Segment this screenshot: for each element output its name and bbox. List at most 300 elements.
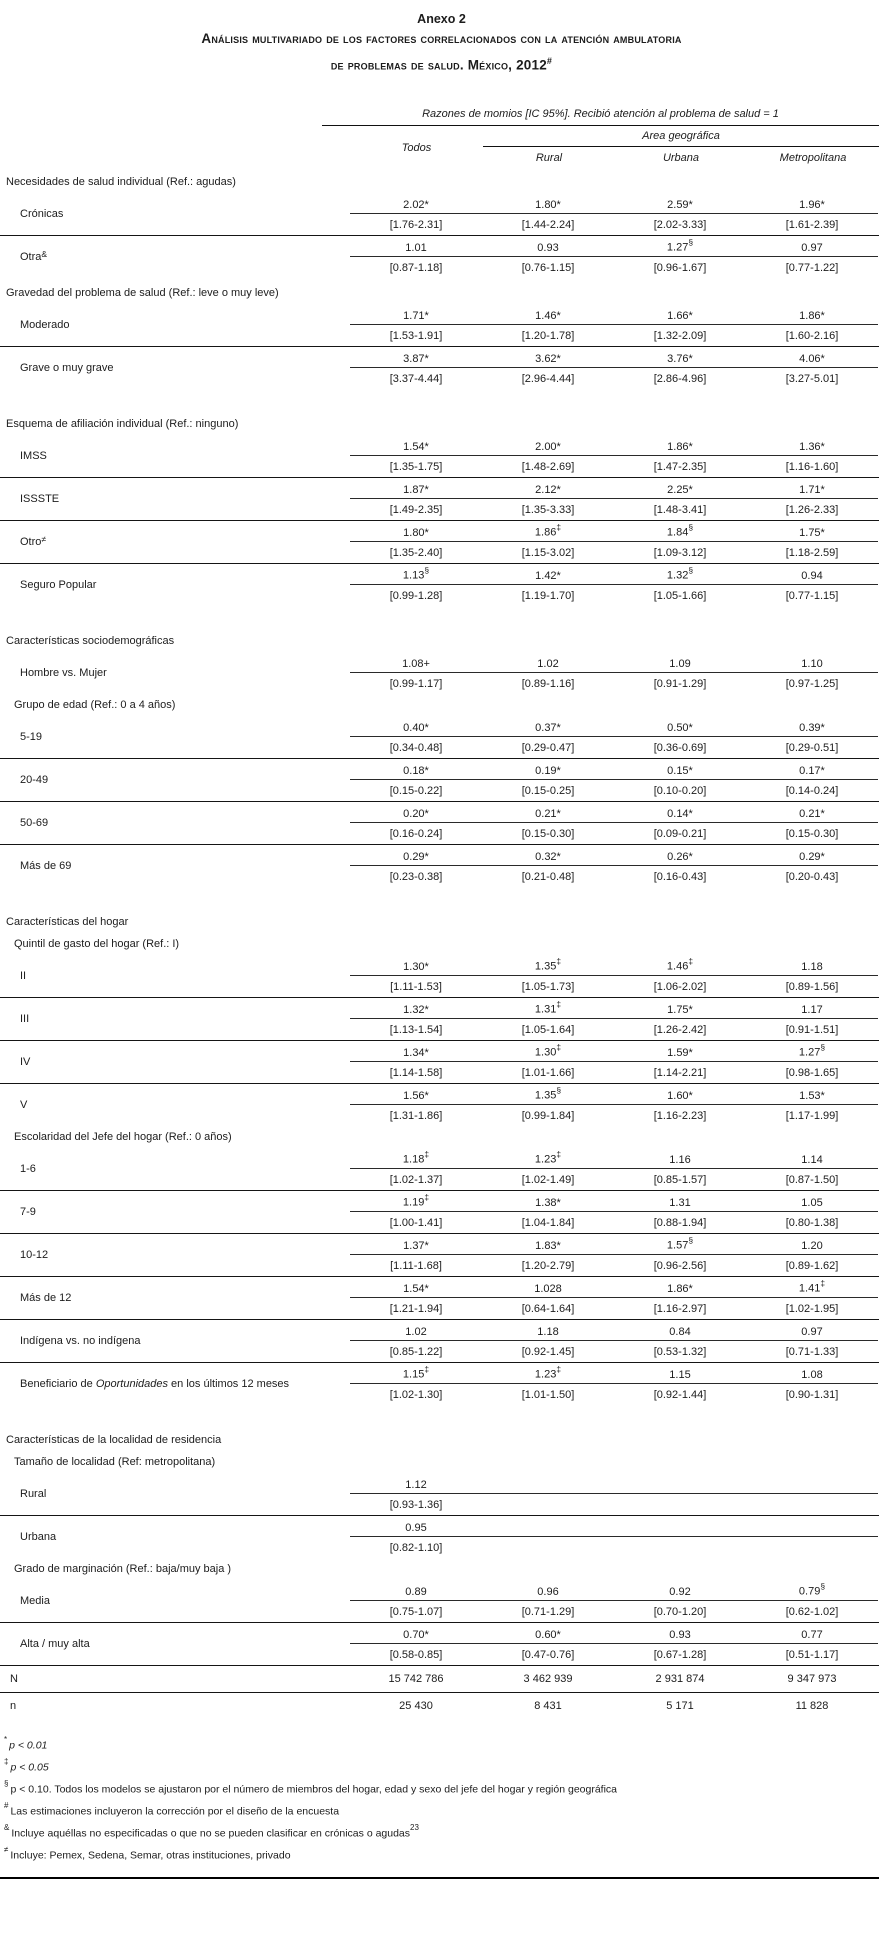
odds-ratio-line xyxy=(350,1623,878,1644)
ci-line xyxy=(350,456,878,477)
footnote xyxy=(4,1843,883,1865)
ci-cell: [1.02-1.30] xyxy=(389,1388,443,1401)
ci-line xyxy=(350,1019,878,1040)
variable-label-text: III xyxy=(20,1012,30,1025)
odds-ratio-cell: 1.59* xyxy=(667,1046,693,1059)
variable-label xyxy=(0,652,350,694)
odds-ratio-cell: 1.16 xyxy=(669,1153,691,1166)
odds-ratio-cell: 1.13§ xyxy=(402,564,430,582)
odds-ratio-cell: 1.46* xyxy=(535,309,561,322)
ci-cell: [1.14-1.58] xyxy=(389,1066,443,1079)
variable-label-text: V xyxy=(20,1098,28,1111)
ci-cell: [2.86-4.96] xyxy=(653,372,707,385)
odds-ratio-line xyxy=(350,1234,878,1255)
odds-ratio-cell: 1.87* xyxy=(403,483,429,496)
variable-label-text: Más de 12 xyxy=(20,1291,72,1304)
ci-cell: [1.48-2.69] xyxy=(521,460,575,473)
title-block xyxy=(0,10,883,77)
ci-cell: [0.67-1.28] xyxy=(653,1648,707,1661)
section-header xyxy=(0,1452,883,1473)
ci-cell: [0.15-0.22] xyxy=(389,784,443,797)
odds-ratio-cell: 1.18 xyxy=(801,960,823,973)
column-header-todos: Todos xyxy=(401,141,432,154)
ci-cell: [1.76-2.31] xyxy=(389,218,443,231)
odds-ratio-cell: 0.89 xyxy=(405,1585,427,1598)
ci-line xyxy=(350,823,878,844)
odds-ratio-cell: 1.27§ xyxy=(798,1041,826,1059)
odds-ratio-line xyxy=(350,347,878,368)
variable-row xyxy=(0,1234,879,1277)
variable-label-text: Beneficiario de Oportunidades en los últimos 12 meses xyxy=(20,1377,290,1390)
odds-ratio-cell: 1.86‡ xyxy=(534,521,562,539)
variable-row xyxy=(0,236,879,278)
ci-cell: [0.91-1.29] xyxy=(653,677,707,690)
ci-cell: [1.26-2.33] xyxy=(785,503,839,516)
odds-ratio-cell: 0.92 xyxy=(669,1585,691,1598)
variable-row xyxy=(0,1363,879,1405)
odds-ratio-cell: 1.66* xyxy=(667,309,693,322)
ci-cell: [0.88-1.94] xyxy=(653,1216,707,1229)
section-label: Tamaño de localidad (Ref: metropolitana) xyxy=(14,1455,216,1468)
odds-ratio-cell: 1.54* xyxy=(403,1282,429,1295)
odds-ratio-cell: 1.35§ xyxy=(534,1084,562,1102)
variable-row xyxy=(0,564,879,606)
odds-ratio-cell: 1.20 xyxy=(801,1239,823,1252)
ci-cell: [0.87-1.18] xyxy=(389,261,443,274)
totals-cell: 2 931 874 xyxy=(655,1672,705,1685)
odds-ratio-cell: 3.62* xyxy=(535,352,561,365)
odds-ratio-line xyxy=(350,193,878,214)
ci-cell: [0.23-0.38] xyxy=(389,870,443,883)
ci-cell: [0.85-1.57] xyxy=(653,1173,707,1186)
ci-cell: [2.02-3.33] xyxy=(653,218,707,231)
odds-ratio-cell: 1.75* xyxy=(667,1003,693,1016)
odds-ratio-cell: 0.60* xyxy=(535,1628,561,1641)
odds-ratio-line xyxy=(350,1084,878,1105)
odds-ratio-cell: 1.41‡ xyxy=(798,1277,826,1295)
variable-label-text: 10-12 xyxy=(20,1248,49,1261)
ci-cell: [1.47-2.35] xyxy=(653,460,707,473)
ci-cell: [0.85-1.22] xyxy=(389,1345,443,1358)
column-header-area-geografica: Area geográfica xyxy=(483,129,879,147)
ci-cell: [0.15-0.30] xyxy=(785,827,839,840)
odds-ratio-cell: 2.59* xyxy=(667,198,693,211)
ci-cell: [0.92-1.44] xyxy=(653,1388,707,1401)
header-empty-cell xyxy=(0,129,350,167)
odds-ratio-cell: 2.02* xyxy=(403,198,429,211)
label-footnote-marker: ≠ xyxy=(41,533,47,544)
odds-ratio-cell: 3.87* xyxy=(403,352,429,365)
odds-ratio-cell: 1.27§ xyxy=(666,236,694,254)
ci-cell: [1.04-1.84] xyxy=(521,1216,575,1229)
odds-ratio-line xyxy=(350,435,878,456)
odds-ratio-cell: 0.37* xyxy=(535,721,561,734)
odds-ratio-cell: 1.02 xyxy=(537,657,559,670)
variable-label-text: Moderado xyxy=(20,318,70,331)
odds-ratio-line xyxy=(350,652,878,673)
ci-line xyxy=(350,737,878,758)
section-label: Necesidades de salud individual (Ref.: agudas) xyxy=(6,175,236,188)
ci-cell: [3.37-4.44] xyxy=(389,372,443,385)
ci-cell: [0.91-1.51] xyxy=(785,1023,839,1036)
odds-ratio-cell: 2.12* xyxy=(535,483,561,496)
ci-cell: [0.90-1.31] xyxy=(785,1388,839,1401)
odds-ratio-cell: 3.76* xyxy=(667,352,693,365)
variable-label xyxy=(0,1580,350,1622)
odds-ratio-cell: 1.32* xyxy=(403,1003,429,1016)
variable-row xyxy=(0,1320,879,1363)
ci-cell: [1.05-1.64] xyxy=(521,1023,575,1036)
odds-ratio-cell: 0.84 xyxy=(669,1325,691,1338)
ci-cell: [1.21-1.94] xyxy=(389,1302,443,1315)
odds-ratio-cell: 1.83* xyxy=(535,1239,561,1252)
section-header xyxy=(0,695,883,716)
variable-row xyxy=(0,1148,879,1191)
footnote-text: Incluye aquéllas no especificadas o que no se pueden clasificar en crónicas o agudas xyxy=(11,1827,411,1839)
ci-cell: [0.89-1.62] xyxy=(785,1259,839,1272)
variable-row xyxy=(0,478,879,521)
footnote-marker: # xyxy=(4,1800,9,1810)
variable-label-text: Otro xyxy=(20,535,42,548)
ci-cell: [0.98-1.65] xyxy=(785,1066,839,1079)
odds-ratio-cell: 0.94 xyxy=(801,569,823,582)
variable-label xyxy=(0,998,350,1040)
ci-cell: [1.20-2.79] xyxy=(521,1259,575,1272)
variable-label xyxy=(0,1234,350,1276)
ci-cell: [0.96-1.67] xyxy=(653,261,707,274)
ci-line xyxy=(350,976,878,997)
totals-row xyxy=(0,1693,879,1719)
variable-row xyxy=(0,1516,879,1558)
odds-ratio-cell: 1.15 xyxy=(669,1368,691,1381)
variable-row xyxy=(0,304,879,347)
header-subcolumns xyxy=(483,150,879,167)
odds-ratio-line xyxy=(350,716,878,737)
variable-label xyxy=(0,478,350,520)
odds-ratio-cell: 1.31‡ xyxy=(534,998,562,1016)
table-body xyxy=(0,172,883,1719)
ci-cell: [1.19-1.70] xyxy=(521,589,575,602)
variable-label-text: 20-49 xyxy=(20,773,49,786)
ci-cell: [0.96-2.56] xyxy=(653,1259,707,1272)
ci-cell: [1.05-1.66] xyxy=(653,589,707,602)
ci-cell: [0.62-1.02] xyxy=(785,1605,839,1618)
section-header xyxy=(0,414,883,435)
odds-ratio-cell: 1.028 xyxy=(534,1282,562,1295)
odds-ratio-cell: 1.75* xyxy=(799,526,825,539)
ci-line xyxy=(350,1601,878,1622)
variable-label-text: II xyxy=(20,969,27,982)
ci-cell: [0.71-1.33] xyxy=(785,1345,839,1358)
variable-row xyxy=(0,1191,879,1234)
ci-cell: [1.20-1.78] xyxy=(521,329,575,342)
ci-cell: [1.06-2.02] xyxy=(653,980,707,993)
odds-ratio-cell: 1.34* xyxy=(403,1046,429,1059)
odds-ratio-cell: 1.86* xyxy=(667,440,693,453)
variable-label-text: Rural xyxy=(20,1487,47,1500)
header-span-label: Razones de momios [IC 95%]. Recibió atención al problema de salud = 1 xyxy=(322,107,879,126)
odds-ratio-cell: 2.25* xyxy=(667,483,693,496)
variable-row xyxy=(0,435,879,478)
variable-label xyxy=(0,845,350,887)
variable-row xyxy=(0,716,879,759)
variable-label xyxy=(0,193,350,235)
ci-cell: [0.70-1.20] xyxy=(653,1605,707,1618)
section-label: Grupo de edad (Ref.: 0 a 4 años) xyxy=(14,698,176,711)
variable-label xyxy=(0,1041,350,1083)
odds-ratio-line xyxy=(350,1516,878,1537)
footnote xyxy=(4,1777,883,1799)
variable-label xyxy=(0,304,350,346)
odds-ratio-line xyxy=(350,998,878,1019)
totals-cell: 5 171 xyxy=(666,1699,694,1712)
variable-label xyxy=(0,435,350,477)
variable-label xyxy=(0,1320,350,1362)
section-label: Escolaridad del Jefe del hogar (Ref.: 0 años) xyxy=(14,1130,232,1143)
section-label: Características sociodemográficas xyxy=(6,634,175,647)
footnote-text: p < 0.10. Todos los modelos se ajustaron por el número de miembros del hogar, edad y sexo del jefe del hogar y región geográfica xyxy=(10,1783,618,1795)
ci-cell: [0.87-1.50] xyxy=(785,1173,839,1186)
variable-label xyxy=(0,1473,350,1515)
footnote-text: p < 0.01 xyxy=(9,1739,48,1751)
ci-cell: [0.09-0.21] xyxy=(653,827,707,840)
odds-ratio-line xyxy=(350,1191,878,1212)
section-header xyxy=(0,934,883,955)
ci-cell: [0.89-1.16] xyxy=(521,677,575,690)
variable-row xyxy=(0,1084,879,1126)
section-header xyxy=(0,1559,883,1580)
odds-ratio-line xyxy=(350,521,878,542)
variable-row xyxy=(0,347,879,389)
ci-cell: [0.21-0.48] xyxy=(521,870,575,883)
ci-line xyxy=(350,585,878,606)
variable-row xyxy=(0,998,879,1041)
odds-ratio-cell: 1.05 xyxy=(801,1196,823,1209)
odds-ratio-cell: 1.84§ xyxy=(666,521,694,539)
ci-cell: [0.99-1.28] xyxy=(389,589,443,602)
variable-label-text: Indígena vs. no indígena xyxy=(20,1334,141,1347)
ci-cell: [0.29-0.47] xyxy=(521,741,575,754)
variable-label xyxy=(0,1191,350,1233)
ci-cell: [1.16-2.97] xyxy=(653,1302,707,1315)
ci-cell: [0.15-0.30] xyxy=(521,827,575,840)
odds-ratio-cell: 0.15* xyxy=(667,764,693,777)
ci-cell: [1.11-1.53] xyxy=(390,980,442,993)
table-title-line1 xyxy=(0,28,883,50)
totals-cell: 15 742 786 xyxy=(388,1672,444,1685)
section-header xyxy=(0,172,883,193)
table-header xyxy=(0,107,883,167)
ci-cell: [0.99-1.84] xyxy=(521,1109,575,1122)
ci-cell: [0.53-1.32] xyxy=(653,1345,707,1358)
section-header xyxy=(0,283,883,304)
odds-ratio-cell: 0.18* xyxy=(403,764,429,777)
ci-cell: [0.80-1.38] xyxy=(785,1216,839,1229)
odds-ratio-cell: 0.97 xyxy=(801,241,823,254)
odds-ratio-cell: 1.36* xyxy=(799,440,825,453)
ci-cell: [0.75-1.07] xyxy=(389,1605,443,1618)
odds-ratio-cell: 1.18‡ xyxy=(402,1148,430,1166)
ci-cell: [0.29-0.51] xyxy=(785,741,839,754)
ci-cell: [0.47-0.76] xyxy=(521,1648,575,1661)
ci-line xyxy=(350,673,878,694)
footnote-marker: ‡ xyxy=(4,1756,9,1766)
totals-cell: 8 431 xyxy=(534,1699,562,1712)
odds-ratio-cell: 1.80* xyxy=(403,526,429,539)
title-footnote-marker: # xyxy=(546,56,553,66)
odds-ratio-cell: 1.32§ xyxy=(666,564,694,582)
section-label: Características de la localidad de residencia xyxy=(6,1433,222,1446)
odds-ratio-cell: 1.54* xyxy=(403,440,429,453)
footnote xyxy=(4,1799,883,1821)
footnote-marker: § xyxy=(4,1778,9,1788)
odds-ratio-cell: 0.77 xyxy=(801,1628,823,1641)
ci-cell: [1.15-3.02] xyxy=(521,546,575,559)
variable-label xyxy=(0,955,350,997)
section-header xyxy=(0,1127,883,1148)
variable-label xyxy=(0,521,350,563)
odds-ratio-line xyxy=(350,1320,878,1341)
variable-label xyxy=(0,564,350,606)
totals-cell: 3 462 939 xyxy=(523,1672,573,1685)
ci-cell: [1.01-1.50] xyxy=(521,1388,575,1401)
variable-label xyxy=(0,802,350,844)
ci-cell: [0.10-0.20] xyxy=(653,784,707,797)
totals-values xyxy=(350,1693,878,1719)
ci-cell: [1.18-2.59] xyxy=(785,546,839,559)
ci-line xyxy=(350,325,878,346)
ci-cell: [1.35-1.75] xyxy=(389,460,443,473)
odds-ratio-cell: 0.20* xyxy=(403,807,429,820)
ci-cell: [0.97-1.25] xyxy=(785,677,839,690)
variable-label-text: 50-69 xyxy=(20,816,49,829)
odds-ratio-cell: 0.19* xyxy=(535,764,561,777)
ci-line xyxy=(350,1298,878,1319)
ci-line xyxy=(350,499,878,520)
ci-cell: [1.16-2.23] xyxy=(653,1109,707,1122)
variable-label xyxy=(0,759,350,801)
variable-label-text: 7-9 xyxy=(20,1205,36,1218)
variable-label xyxy=(0,1363,350,1405)
variable-row xyxy=(0,1623,879,1666)
odds-ratio-line xyxy=(350,845,878,866)
odds-ratio-cell: 1.08 xyxy=(801,1368,823,1381)
totals-values xyxy=(350,1666,878,1692)
variable-row xyxy=(0,1041,879,1084)
ci-cell: [2.96-4.44] xyxy=(521,372,575,385)
variable-row xyxy=(0,1580,879,1623)
odds-ratio-cell: 1.35‡ xyxy=(534,955,562,973)
odds-ratio-cell: 1.09 xyxy=(669,657,691,670)
variable-row xyxy=(0,759,879,802)
ci-cell: [1.48-3.41] xyxy=(653,503,707,516)
ci-line xyxy=(350,1062,878,1083)
odds-ratio-cell: 1.31 xyxy=(669,1196,691,1209)
odds-ratio-cell: 1.14 xyxy=(801,1153,823,1166)
odds-ratio-cell: 0.29* xyxy=(799,850,825,863)
variable-row xyxy=(0,652,879,694)
variable-row xyxy=(0,845,879,887)
header-columns xyxy=(0,129,883,167)
odds-ratio-cell: 0.79§ xyxy=(798,1580,826,1598)
odds-ratio-cell: 1.01 xyxy=(405,241,427,254)
ci-cell: [1.09-3.12] xyxy=(653,546,707,559)
ci-cell: [0.99-1.17] xyxy=(389,677,443,690)
ci-cell: [0.36-0.69] xyxy=(653,741,707,754)
ci-cell: [0.77-1.15] xyxy=(785,589,839,602)
variable-row xyxy=(0,802,879,845)
odds-ratio-line xyxy=(350,955,878,976)
odds-ratio-line xyxy=(350,759,878,780)
totals-cell: 11 828 xyxy=(795,1699,829,1712)
ci-cell: [1.02-1.37] xyxy=(389,1173,443,1186)
odds-ratio-cell: 1.23‡ xyxy=(534,1148,562,1166)
variable-row xyxy=(0,955,879,998)
ci-line xyxy=(350,257,878,278)
ci-cell: [3.27-5.01] xyxy=(785,372,839,385)
odds-ratio-line xyxy=(350,802,878,823)
odds-ratio-cell: 0.29* xyxy=(403,850,429,863)
odds-ratio-line xyxy=(350,1473,878,1494)
annex-label: Anexo 2 xyxy=(417,12,466,26)
variable-label-text: Hombre vs. Mujer xyxy=(20,666,107,679)
ci-cell: [0.20-0.43] xyxy=(785,870,839,883)
variable-label xyxy=(0,1516,350,1558)
variable-label xyxy=(0,716,350,758)
odds-ratio-cell: 2.00* xyxy=(535,440,561,453)
totals-cell: 9 347 973 xyxy=(787,1672,837,1685)
ci-cell: [1.32-2.09] xyxy=(653,329,707,342)
variable-label-text: IV xyxy=(20,1055,31,1068)
odds-ratio-cell: 0.96 xyxy=(537,1585,559,1598)
ci-cell: [0.76-1.15] xyxy=(521,261,575,274)
variable-label xyxy=(0,1084,350,1126)
odds-ratio-cell: 1.71* xyxy=(403,309,429,322)
ci-cell: [0.71-1.29] xyxy=(521,1605,575,1618)
ci-cell: [1.31-1.86] xyxy=(389,1109,443,1122)
odds-ratio-cell: 0.17* xyxy=(799,764,825,777)
variable-label-text: Seguro Popular xyxy=(20,578,97,591)
variable-label-text: Grave o muy grave xyxy=(20,361,114,374)
footnote-text: Incluye: Pemex, Sedena, Semar, otras instituciones, privado xyxy=(10,1849,291,1861)
ci-cell: [1.02-1.95] xyxy=(785,1302,839,1315)
ci-cell: [0.77-1.22] xyxy=(785,261,839,274)
ci-line xyxy=(350,866,878,887)
odds-ratio-cell: 1.37* xyxy=(403,1239,429,1252)
variable-label xyxy=(0,1277,350,1319)
ci-line xyxy=(350,1644,878,1665)
totals-row xyxy=(0,1666,879,1693)
odds-ratio-cell: 1.02 xyxy=(405,1325,427,1338)
ci-line xyxy=(350,1384,878,1405)
section-label: Grado de marginación (Ref.: baja/muy baja ) xyxy=(14,1562,232,1575)
odds-ratio-cell: 1.46‡ xyxy=(666,955,694,973)
ci-cell: [0.64-1.64] xyxy=(521,1302,575,1315)
section-header xyxy=(0,631,883,652)
odds-ratio-cell: 1.30‡ xyxy=(534,1041,562,1059)
label-footnote-marker: & xyxy=(41,248,48,259)
footnote-text: Las estimaciones incluyeron la corrección por el diseño de la encuesta xyxy=(10,1805,340,1817)
odds-ratio-cell: 0.21* xyxy=(799,807,825,820)
column-header-rural: Rural xyxy=(535,151,563,164)
ci-cell: [1.11-1.68] xyxy=(390,1259,442,1272)
footnote-text: p < 0.05 xyxy=(10,1761,49,1773)
footnote-marker: & xyxy=(4,1822,10,1832)
variable-row xyxy=(0,1473,879,1516)
totals-label: N xyxy=(10,1672,18,1685)
variable-label-text: Media xyxy=(20,1594,50,1607)
ci-cell: [1.17-1.99] xyxy=(785,1109,839,1122)
